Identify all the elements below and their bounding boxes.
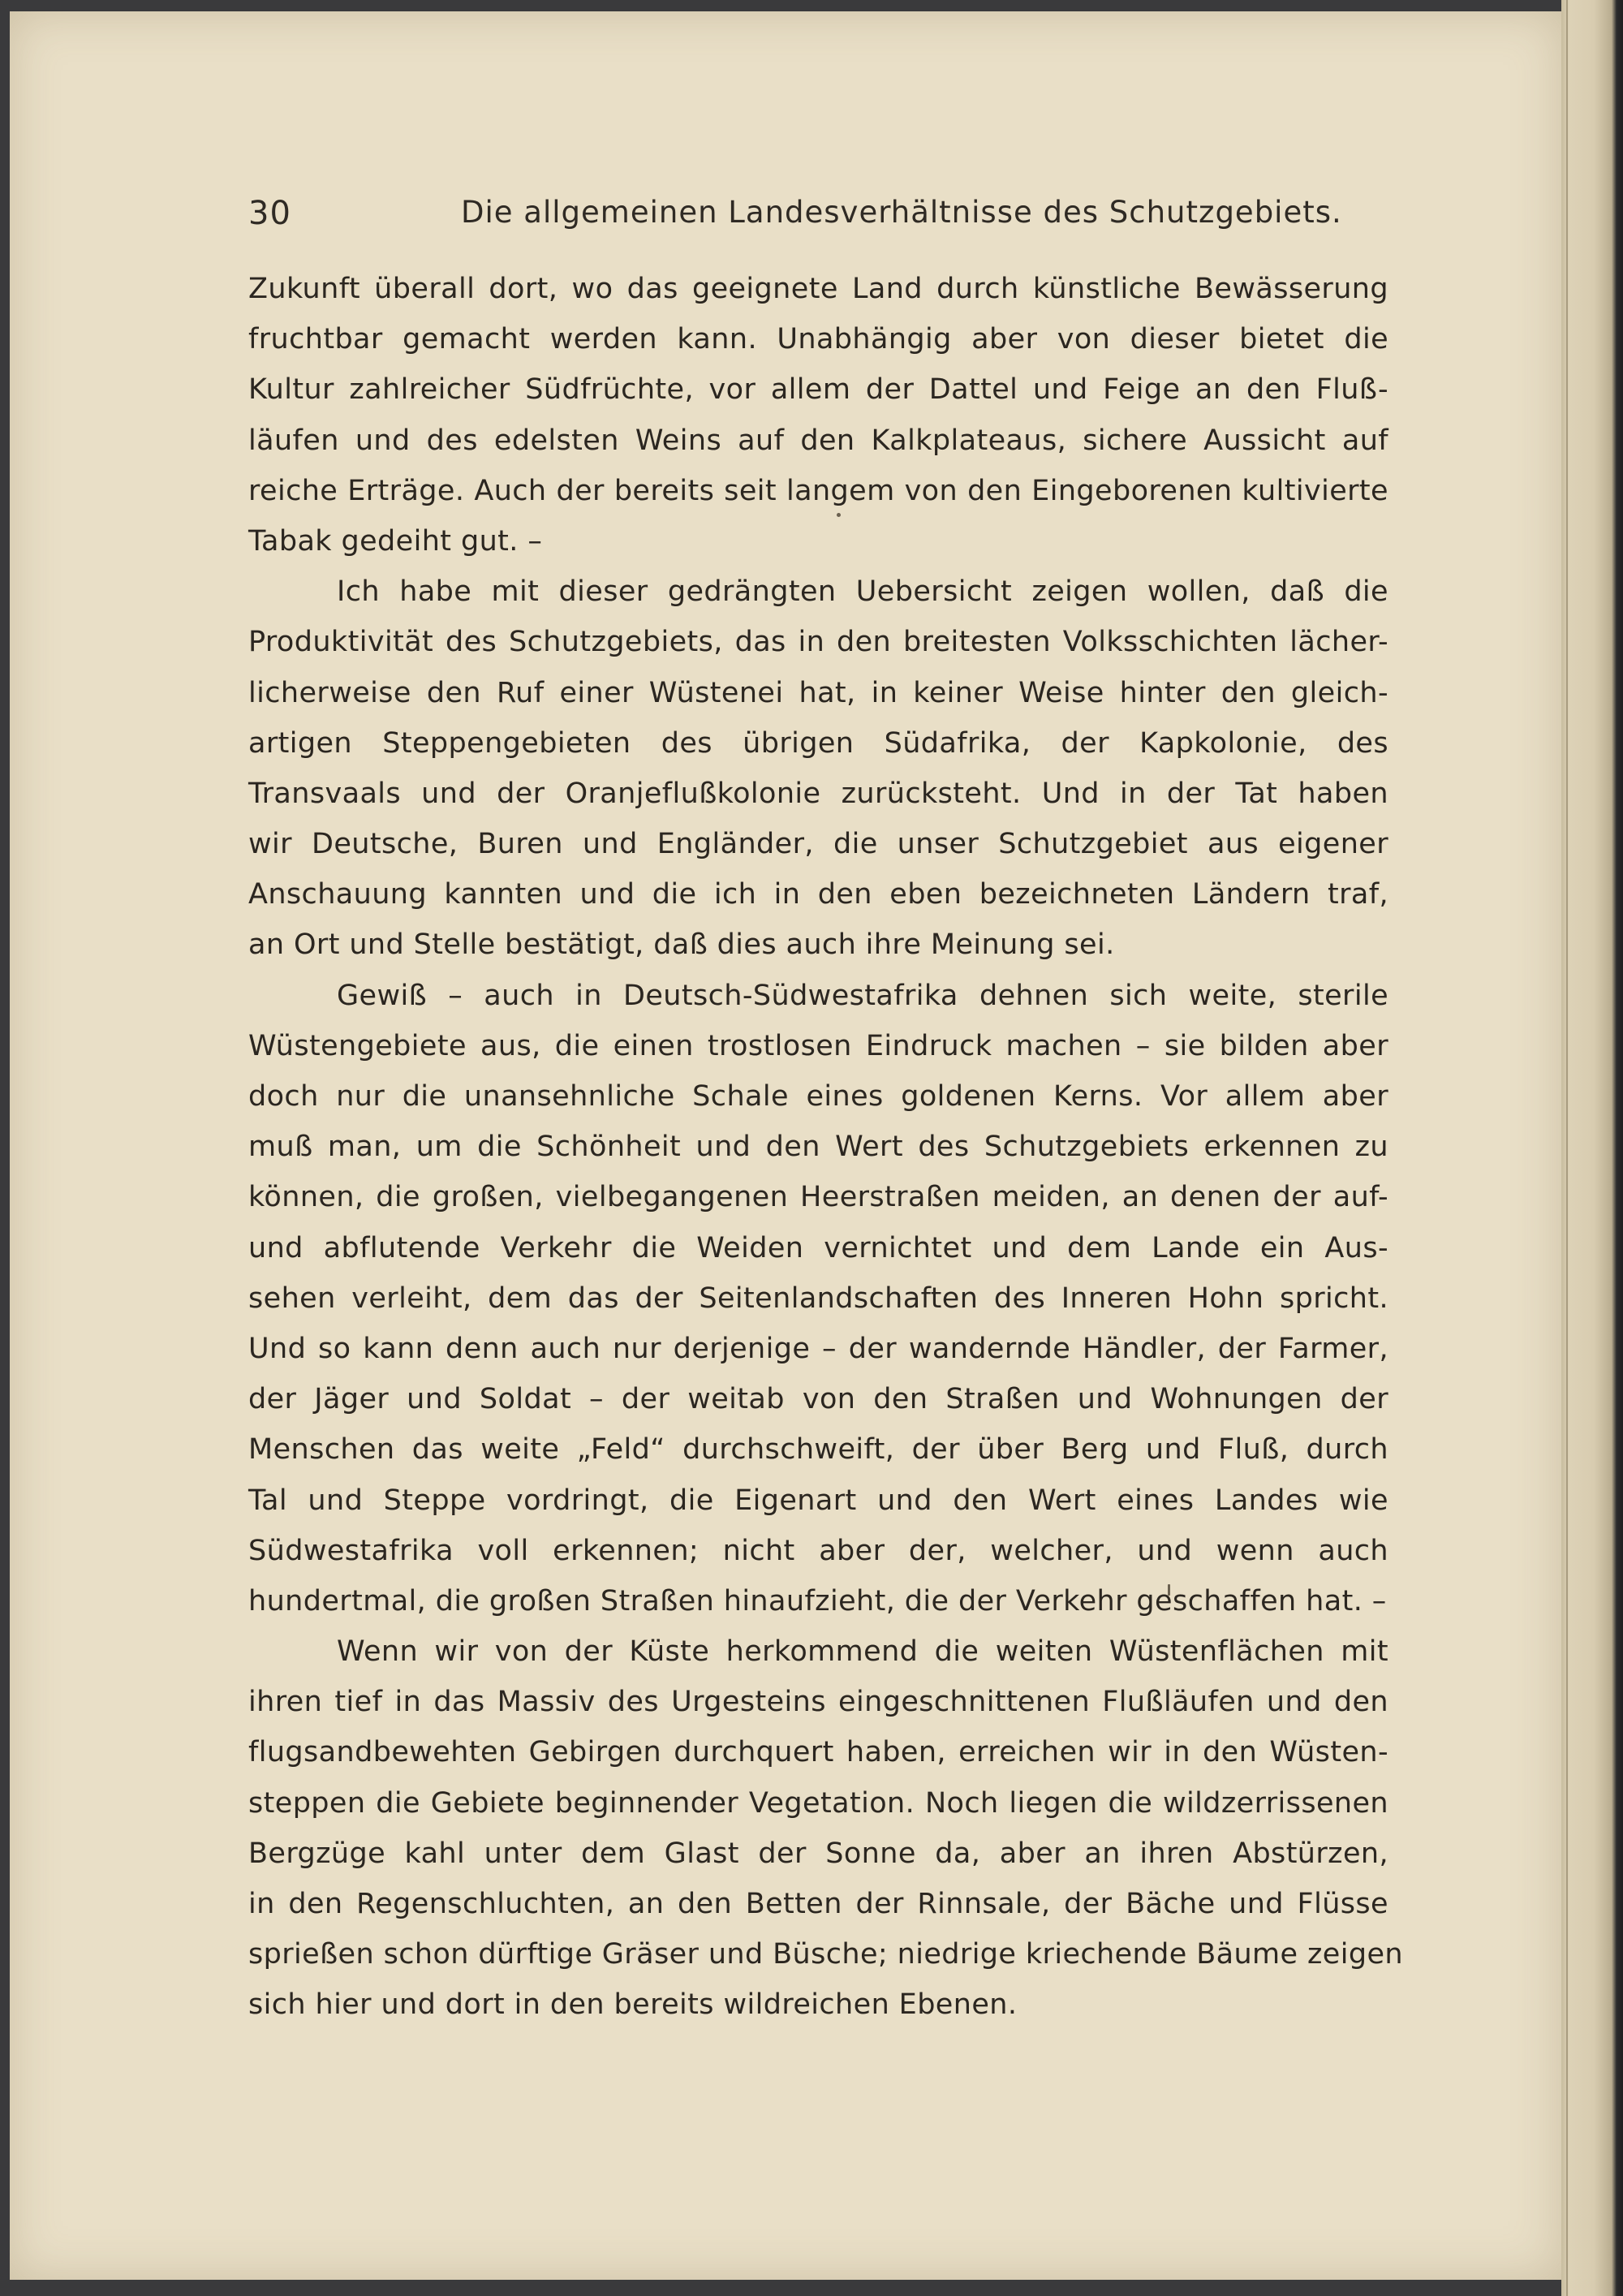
text-line: Wüstengebiete aus, die einen trostlosen Eindruck machen – sie bilden aber [248,1029,1388,1062]
text-line: Menschen das weite „Feld“ durchschweift, der über Berg und Fluß, durch [248,1433,1388,1467]
paragraph [248,1626,1403,2031]
text-line: Bergzüge kahl unter dem Glast der Sonne da, aber an ihren Abstürzen, [248,1837,1388,1870]
page-edge [1561,0,1623,2296]
text-line: der Jäger und Soldat – der weitab von den Straßen und Wohnungen der [248,1383,1388,1416]
text-line: in den Regenschluchten, an den Betten der Rinnsale, der Bäche und Flüsse [248,1888,1388,1920]
text-line: Transvaals und der Oranjeflußkolonie zurücksteht. Und in der Tat haben [248,777,1388,810]
text-line: und abflutende Verkehr die Weiden vernichtet und dem Lande ein Aus- [248,1231,1388,1264]
page-fold [1566,0,1568,2296]
text-line: muß man, um die Schönheit und den Wert des Schutzgebiets erkennen zu [248,1131,1388,1164]
text-line: Ich habe mit dieser gedrängten Uebersicht zeigen wollen, daß die [337,575,1388,609]
page-header [248,187,1433,243]
text-line: artigen Steppengebieten des übrigen Südafrika, der Kapkolonie, des [248,726,1388,760]
text-line: steppen die Gebiete beginnender Vegetation. Noch liegen die wildzerrissenen [248,1786,1388,1820]
text-line: hundertmal, die großen Straßen hinaufzieht, die der Verkehr geschaffen hat. – [248,1584,1387,1618]
text-line: Und so kann denn auch nur derjenige – der wandernde Händler, der Farmer, [248,1332,1388,1365]
text-line: Anschauung kannten und die ich in den eben bezeichneten Ländern traf, [248,878,1388,911]
running-title: Die allgemeinen Landesverhältnisse des Schutzgebiets. [461,195,1342,230]
text-line: Wenn wir von der Küste herkommend die weiten Wüstenflächen mit [337,1635,1388,1669]
text-line: sich hier und dort in den bereits wildreichen Ebenen. [248,1988,1018,2022]
text-line: licherweise den Ruf einer Wüstenei hat, in keiner Weise hinter den gleich- [248,676,1388,709]
text-line: reiche Erträge. Auch der bereits seit langem von den Eingeborenen kultivierte [248,474,1388,507]
text-line: Tal und Steppe vordringt, die Eigenart und den Wert eines Landes wie [248,1484,1388,1517]
text-line: Zukunft überall dort, wo das geeignete Land durch künstliche Bewässerung [248,273,1388,305]
text-line: läufen und des edelsten Weins auf den Kalkplateaus, sichere Aussicht auf [248,424,1388,457]
text-line: wir Deutsche, Buren und Engländer, die unser Schutzgebiet aus eigener [248,828,1388,861]
text-line: Tabak gedeiht gut. – [248,524,543,558]
text-line: Kultur zahlreicher Südfrüchte, vor allem der Dattel und Feige an den Fluß- [248,373,1388,407]
text-line: doch nur die unansehnliche Schale eines goldenen Kerns. Vor allem aber [248,1080,1388,1113]
text-line: sehen verleiht, dem das der Seitenlandschaften des Inneren Hohn spricht. [248,1282,1388,1315]
text-line: ihren tief in das Massiv des Urgesteins eingeschnittenen Flußläufen und den [248,1686,1388,1719]
text-line: Produktivität des Schutzgebiets, das in den breitesten Volksschichten lächer- [248,626,1388,659]
paragraph [248,566,1388,971]
text-line: sprießen schon dürftige Gräser und Büsche; niedrige kriechende Bäume zeigen [248,1938,1403,1971]
text-line: können, die großen, vielbegangenen Heerstraßen meiden, an denen der auf- [248,1181,1388,1214]
body-text [248,264,1403,2031]
text-line: fruchtbar gemacht werden kann. Unabhängig aber von dieser bietet die [248,323,1388,356]
text-line: an Ort und Stelle bestätigt, daß dies auch ihre Meinung sei. [248,928,1115,962]
paragraph [248,971,1388,1626]
paragraph [248,264,1388,566]
text-line: Südwestafrika voll erkennen; nicht aber der, welcher, und wenn auch [248,1534,1388,1567]
text-line: Gewiß – auch in Deutsch-Südwestafrika dehnen sich weite, sterile [337,979,1388,1012]
text-line: flugsandbewehten Gebirgen durchquert haben, erreichen wir in den Wüsten- [248,1736,1388,1769]
page-number: 30 [248,195,291,232]
